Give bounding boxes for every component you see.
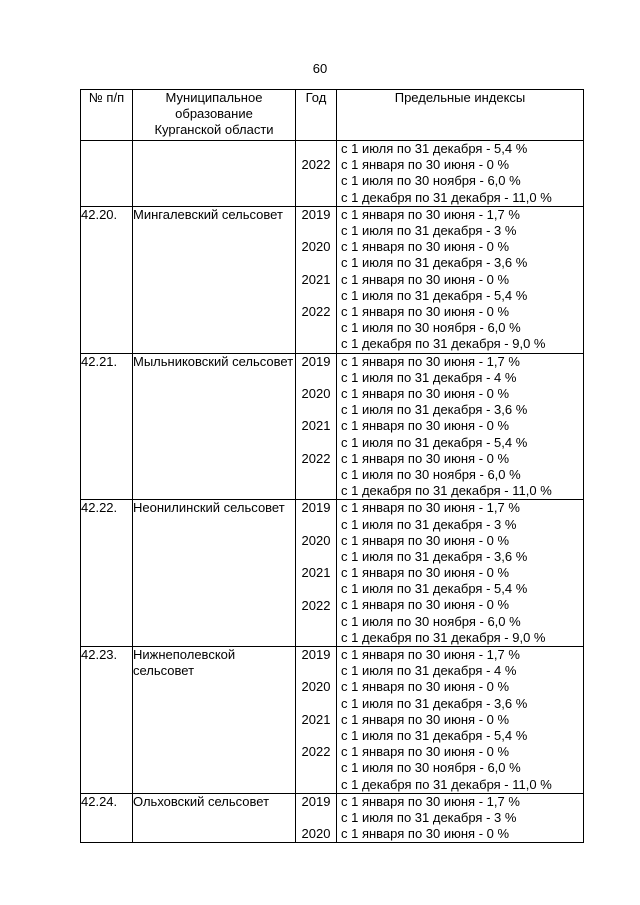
index-line: с 1 июля по 31 декабря - 4 %	[341, 663, 517, 679]
indices-cell	[337, 206, 584, 353]
index-line: с 1 июля по 31 декабря - 5,4 %	[341, 434, 528, 450]
index-line: с 1 июля по 31 декабря - 3,6 %	[341, 695, 528, 711]
municipality-name: Неонилинский сельсовет	[133, 500, 296, 647]
index-line: с 1 июля по 31 декабря - 5,4 %	[341, 287, 528, 303]
municipality-name: Ольховский сельсовет	[133, 793, 296, 843]
index-line: с 1 января по 30 июня - 0 %	[341, 239, 510, 255]
continuation-indices-cell	[337, 141, 584, 207]
index-line: с 1 июля по 31 декабря - 3 %	[341, 810, 517, 826]
index-line: с 1 января по 30 июня - 0 %	[341, 271, 510, 287]
index-line: с 1 декабря по 31 декабря - 11,0 %	[341, 189, 552, 205]
index-line: с 1 января по 30 июня - 0 %	[341, 385, 510, 401]
index-line: с 1 января по 30 июня - 0 %	[341, 157, 510, 173]
index-line: с 1 июля по 30 ноября - 6,0 %	[341, 320, 521, 336]
row-number: 42.22.	[81, 500, 133, 647]
index-line: с 1 января по 30 июня - 0 %	[341, 597, 510, 613]
year-label: 2022	[301, 450, 331, 466]
index-line: с 1 июля по 31 декабря - 3 %	[341, 222, 517, 238]
year-cell	[296, 500, 337, 647]
header-year: Год	[296, 90, 337, 141]
year-label: 2022	[301, 744, 331, 760]
year-label: 2021	[301, 271, 331, 287]
table-row	[81, 793, 584, 843]
year-label: 2022	[301, 597, 331, 613]
indices-table	[80, 89, 584, 843]
index-line: с 1 декабря по 31 декабря - 11,0 %	[341, 776, 552, 792]
index-line: с 1 января по 30 июня - 0 %	[341, 303, 510, 319]
header-indices: Предельные индексы	[337, 90, 584, 141]
index-line: с 1 января по 30 июня - 0 %	[341, 679, 510, 695]
indices-cell	[337, 793, 584, 843]
year-label: 2020	[301, 679, 331, 695]
year-cell	[296, 793, 337, 843]
index-line: с 1 июля по 30 ноября - 6,0 %	[341, 173, 521, 189]
index-line: с 1 января по 30 июня - 0 %	[341, 450, 510, 466]
year-label: 2019	[301, 206, 331, 222]
index-line: с 1 июля по 30 ноября - 6,0 %	[341, 466, 521, 482]
year-cell	[296, 647, 337, 794]
index-line: с 1 января по 30 июня - 0 %	[341, 532, 510, 548]
index-line: с 1 июля по 31 декабря - 3,6 %	[341, 402, 528, 418]
table-row-continuation	[81, 141, 584, 207]
index-line: с 1 января по 30 июня - 0 %	[341, 711, 510, 727]
year-label: 2021	[301, 711, 331, 727]
indices-cell	[337, 500, 584, 647]
row-number: 42.20.	[81, 206, 133, 353]
indices-cell	[337, 353, 584, 500]
index-line: с 1 января по 30 июня - 1,7 %	[341, 500, 520, 516]
table-row	[81, 500, 584, 647]
continuation-municipality	[133, 141, 296, 207]
year-label: 2019	[301, 647, 331, 663]
index-line: с 1 января по 30 июня - 0 %	[341, 744, 510, 760]
municipality-name: Нижнеполевской сельсовет	[133, 647, 296, 794]
table-row	[81, 206, 584, 353]
index-line: с 1 июля по 30 ноября - 6,0 %	[341, 760, 521, 776]
index-line: с 1 июля по 31 декабря - 5,4 %	[341, 141, 528, 156]
year-label: 2019	[301, 500, 331, 516]
year-label: 2020	[301, 826, 331, 842]
index-line: с 1 января по 30 июня - 0 %	[341, 565, 510, 581]
index-line: с 1 июля по 30 ноября - 6,0 %	[341, 613, 521, 629]
year-label: 2020	[301, 532, 331, 548]
header-municipality: Муниципальное образование Курганской области	[133, 90, 296, 141]
index-line: с 1 января по 30 июня - 1,7 %	[341, 353, 520, 369]
year-label: 2019	[301, 793, 331, 809]
table-row	[81, 353, 584, 500]
index-line: с 1 декабря по 31 декабря - 9,0 %	[341, 629, 546, 645]
year-label: 2019	[301, 353, 331, 369]
row-number: 42.24.	[81, 793, 133, 843]
continuation-num	[81, 141, 133, 207]
year-label: 2021	[301, 418, 331, 434]
year-label: 2020	[301, 239, 331, 255]
table-header-row	[81, 90, 584, 141]
year-label: 2022	[301, 157, 331, 173]
index-line: с 1 июля по 31 декабря - 3,6 %	[341, 548, 528, 564]
header-num: № п/п	[81, 90, 133, 141]
row-number: 42.23.	[81, 647, 133, 794]
index-line: с 1 января по 30 июня - 1,7 %	[341, 793, 520, 809]
continuation-year-cell	[296, 141, 337, 207]
indices-cell	[337, 647, 584, 794]
index-line: с 1 июля по 31 декабря - 3,6 %	[341, 255, 528, 271]
municipality-name: Мингалевский сельсовет	[133, 206, 296, 353]
page-number: 60	[312, 61, 328, 76]
year-cell	[296, 353, 337, 500]
municipality-name: Мыльниковский сельсовет	[133, 353, 296, 500]
index-line: с 1 июля по 31 декабря - 4 %	[341, 369, 517, 385]
table-row	[81, 647, 584, 794]
row-number: 42.21.	[81, 353, 133, 500]
year-label: 2022	[301, 303, 331, 319]
year-label: 2021	[301, 565, 331, 581]
index-line: с 1 июля по 31 декабря - 5,4 %	[341, 581, 528, 597]
year-cell	[296, 206, 337, 353]
index-line: с 1 января по 30 июня - 0 %	[341, 826, 510, 842]
year-label: 2020	[301, 385, 331, 401]
index-line: с 1 декабря по 31 декабря - 9,0 %	[341, 336, 546, 352]
index-line: с 1 июля по 31 декабря - 3 %	[341, 516, 517, 532]
index-line: с 1 декабря по 31 декабря - 11,0 %	[341, 483, 552, 499]
table-body	[81, 141, 584, 843]
index-line: с 1 января по 30 июня - 1,7 %	[341, 206, 520, 222]
index-line: с 1 января по 30 июня - 0 %	[341, 418, 510, 434]
index-line: с 1 июля по 31 декабря - 5,4 %	[341, 728, 528, 744]
index-line: с 1 января по 30 июня - 1,7 %	[341, 647, 520, 663]
